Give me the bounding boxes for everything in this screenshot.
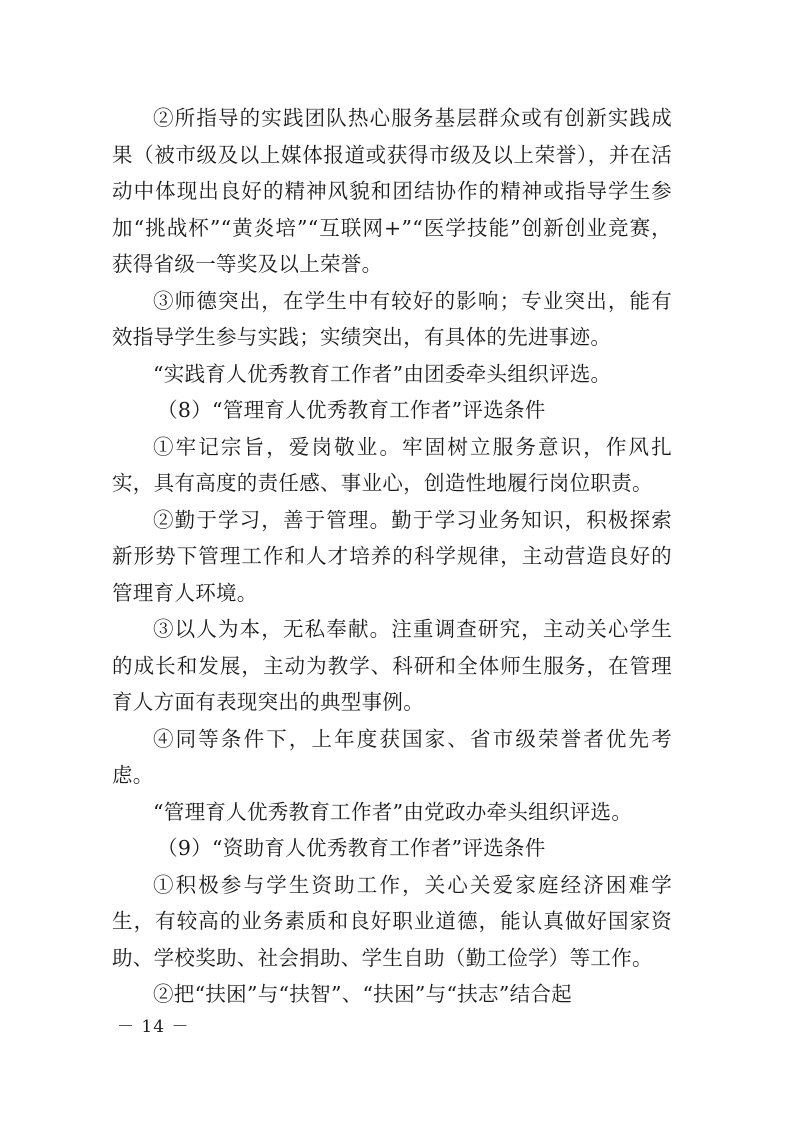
section-heading-funding: （9）“资助育人优秀教育工作者”评选条件	[157, 836, 546, 860]
paragraph-funding-1: ①积极参与学生资助工作，关心关爱家庭经济困难学生，有较高的业务素质和良好职业道德，能认真做好国家资助、学校奖助、社会捐助、学生自助（勤工俭学）等工作。	[112, 872, 672, 970]
paragraph-ethics: ③师德突出，在学生中有较好的影响；专业突出，能有效指导学生参与实践；实绩突出，有具体的先进事迹。	[112, 288, 672, 349]
paragraph-management-1: ①牢记宗旨，爱岗敬业。牢固树立服务意识，作风扎实，具有高度的责任感、事业心，创造性地履行岗位职责。	[112, 434, 672, 495]
paragraph-management-3: ③以人为本，无私奉献。注重调查研究，主动关心学生的成长和发展，主动为教学、科研和全体师生服务，在管理育人方面有表现突出的典型事例。	[112, 617, 672, 714]
paragraph-management-2: ②勤于学习，善于管理。勤于学习业务知识，积极探索新形势下管理工作和人才培养的科学规律，主动营造良好的管理育人环境。	[112, 507, 672, 605]
paragraph-practice-team: ②所指导的实践团队热心服务基层群众或有创新实践成果（被市级及以上媒体报道或获得市级及以上荣誉），并在活动中体现出良好的精神风貌和团结协作的精神或指导学生参加“挑战杯”“黄炎培”“互联网+”“医学技能”创新创业竞赛，获得省级一等奖及以上荣誉。	[112, 106, 672, 276]
paragraph-practice-organizer: “实践育人优秀教育工作者”由团委牵头组织评选。	[153, 361, 612, 386]
page-number: － 14 －	[117, 1017, 190, 1037]
paragraph-funding-2: ②把“扶困”与“扶智”、“扶困”与“扶志”结合起	[153, 982, 573, 1006]
document-body	[112, 100, 672, 1013]
section-heading-management: （8）“管理育人优秀教育工作者”评选条件	[157, 398, 546, 422]
paragraph-management-organizer: “管理育人优秀教育工作者”由党政办牵头组织评选。	[153, 799, 633, 824]
paragraph-management-4: ④同等条件下，上年度获国家、省市级荣誉者优先考虑。	[112, 726, 672, 787]
